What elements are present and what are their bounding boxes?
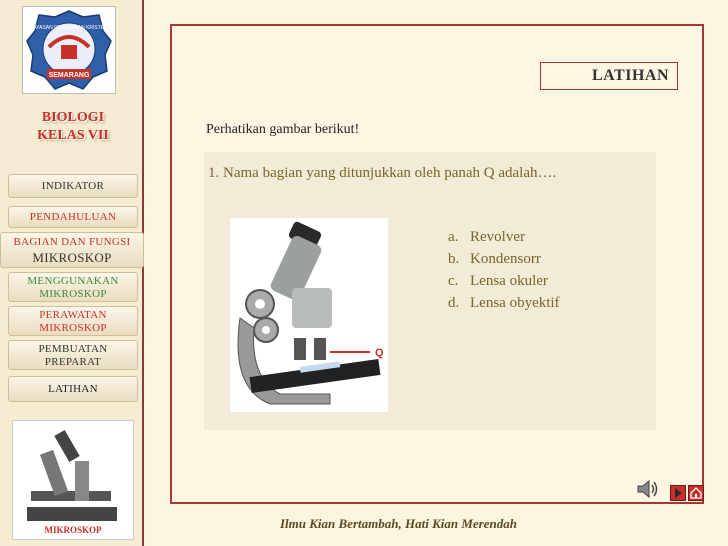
answer-options bbox=[448, 226, 560, 314]
app-title bbox=[8, 104, 138, 156]
nav-perawatan-label: PERAWATAN bbox=[39, 309, 107, 321]
nav-menggunakan[interactable] bbox=[8, 272, 138, 302]
nav-latihan[interactable] bbox=[8, 376, 138, 402]
home-icon bbox=[689, 486, 703, 500]
speaker-icon[interactable] bbox=[636, 478, 660, 500]
nav-bagian-fungsi-label: BAGIAN DAN FUNGSI bbox=[13, 236, 131, 248]
nav-perawatan-sub: MIKROSKOP bbox=[39, 322, 107, 334]
microscope-image bbox=[230, 218, 388, 412]
app-title-line1: BIOLOGI bbox=[41, 110, 105, 125]
question-text: 1. Nama bagian yang ditunjukkan oleh panah Q adalah…. bbox=[208, 165, 557, 181]
page-title bbox=[540, 62, 678, 90]
app-title-line2: KELAS VII bbox=[37, 128, 109, 143]
nav-indikator-label: INDIKATOR bbox=[41, 180, 105, 192]
option-b-text: Kondensorr bbox=[470, 251, 541, 267]
option-b[interactable] bbox=[448, 248, 560, 270]
footer-motto: Ilmu Kian Bertambah, Hati Kian Merendah bbox=[280, 516, 517, 531]
option-c[interactable] bbox=[448, 270, 560, 292]
page-title-text: LATIHAN bbox=[592, 67, 669, 84]
option-d-text: Lensa obyektif bbox=[470, 295, 560, 311]
option-d-letter: d. bbox=[448, 295, 460, 311]
nav-pembuatan-sub: PREPARAT bbox=[44, 356, 102, 368]
option-c-text: Lensa okuler bbox=[470, 273, 548, 289]
option-c-letter: c. bbox=[448, 273, 459, 289]
nav-latihan-label: LATIHAN bbox=[48, 383, 98, 395]
instruction-text: Perhatikan gambar berikut! bbox=[206, 122, 360, 137]
sidebar bbox=[0, 0, 144, 546]
nav-bagian-fungsi[interactable] bbox=[0, 232, 144, 268]
school-logo bbox=[22, 6, 116, 94]
nav-pendahuluan-label: PENDAHULUAN bbox=[29, 211, 117, 223]
option-a[interactable] bbox=[448, 226, 560, 248]
nav-pembuatan[interactable] bbox=[8, 340, 138, 370]
nav-bagian-fungsi-sub: MIKROSKOP bbox=[32, 250, 112, 265]
nav-perawatan[interactable] bbox=[8, 306, 138, 336]
option-d[interactable] bbox=[448, 292, 560, 314]
home-button[interactable] bbox=[688, 485, 704, 501]
next-button[interactable] bbox=[670, 485, 686, 501]
svg-text:Q: Q bbox=[375, 347, 384, 359]
svg-text:YAYASAN PENDIDIKAN KRISTEN: YAYASAN PENDIDIKAN KRISTEN bbox=[30, 25, 108, 31]
nav-indikator[interactable] bbox=[8, 174, 138, 198]
nav-menggunakan-sub: MIKROSKOP bbox=[39, 288, 107, 300]
option-a-letter: a. bbox=[448, 229, 459, 245]
play-icon bbox=[671, 486, 685, 500]
option-b-letter: b. bbox=[448, 251, 460, 267]
svg-text:SEMARANG: SEMARANG bbox=[48, 72, 90, 79]
nav-pendahuluan[interactable] bbox=[8, 206, 138, 228]
microscope-thumbnail bbox=[12, 420, 134, 540]
option-a-text: Revolver bbox=[470, 229, 525, 245]
svg-text:MIKROSKOP: MIKROSKOP bbox=[44, 525, 102, 535]
nav-menggunakan-label: MENGGUNAKAN bbox=[27, 275, 119, 287]
nav-pembuatan-label: PEMBUATAN bbox=[38, 343, 108, 355]
